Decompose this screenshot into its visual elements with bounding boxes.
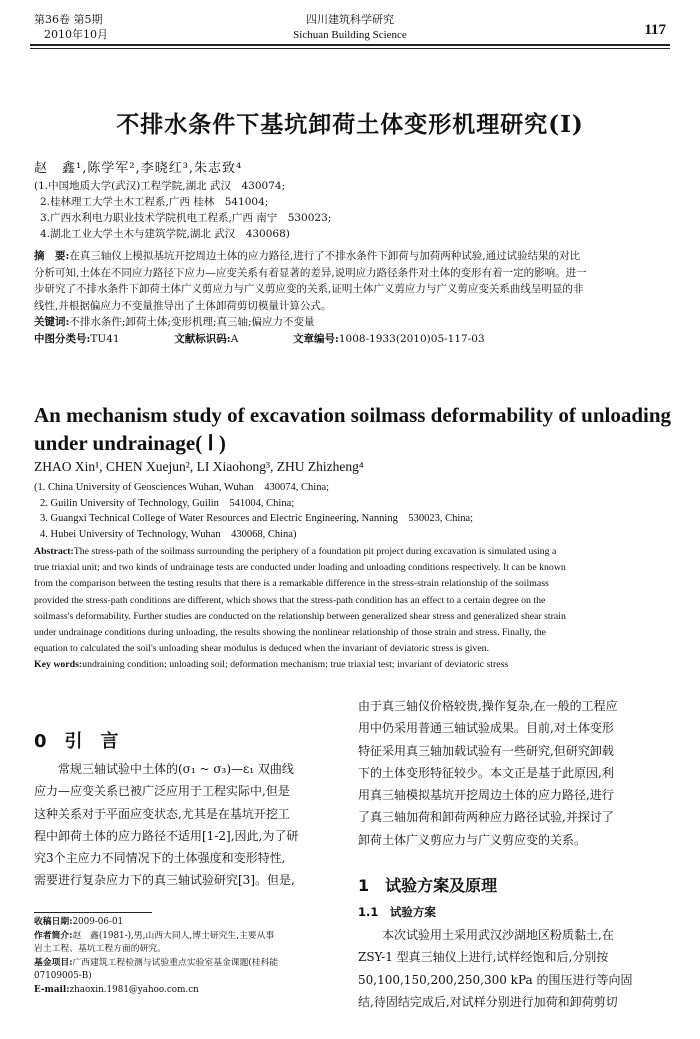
author-bio-label: 作者简介: (34, 930, 73, 941)
abstract-en-line-2: true triaxial unit; and two kinds of undrainage tests are conducted under loading and unloading conditions respectively. It can be known (34, 562, 566, 574)
email-value: zhaoxin.1981@yahoo.com.cn (69, 984, 199, 995)
title-en (34, 401, 674, 457)
doc-value: A (230, 332, 239, 345)
right-line-5: 用真三轴模拟基坑开挖周边土体的应力路径,进行 (358, 788, 614, 803)
footnotes (34, 916, 334, 998)
right-line-6: 了真三轴加荷和卸荷两种应力路径试验,并探讨了 (358, 810, 614, 825)
sub11-line-1: 本次试验用土采用武汉沙湖地区粉质黏土,在 (358, 928, 614, 942)
keywords-en-text: undraining condition; unloading soil; deformation mechanism; true triaxial test; invariant of deviatoric stress (82, 659, 509, 671)
fund-label: 基金项目: (34, 957, 73, 968)
doc-label: 文献标识码: (174, 332, 231, 345)
header-journal-cn: 四川建筑科学研究 (306, 13, 394, 26)
right-line-1: 由于真三轴仪价格较贵,操作复杂,在一般的工程应 (358, 699, 618, 713)
abstract-en-label: Abstract: (34, 546, 74, 557)
affiliation-en-4: 4. Hubei University of Technology, Wuhan 430068, China) (40, 528, 297, 540)
affiliations-cn (34, 178, 331, 242)
clc-label: 中图分类号: (34, 332, 91, 345)
author-bio-line-2: 岩土工程、基坑工程方面的研究。 (34, 944, 166, 955)
footnote-rule (34, 912, 152, 913)
keywords-cn-text: 不排水条件;卸荷土体;变形机理;真三轴;偏应力不变量 (69, 316, 315, 328)
article-value: 1008-1933(2010)05-117-03 (338, 332, 485, 345)
section-0-line-5: 究3个主应力不同情况下的土体强度和变形特性, (34, 851, 286, 866)
abstract-en (34, 544, 668, 674)
subsection-1-1-body (358, 924, 668, 1013)
abstract-en-line-7: equation to calculated the soil's unloading shear modulus is deduced when the invariant of deviatoric stress is given. (34, 643, 490, 655)
subsection-1-1-heading: 1.1 试验方案 (358, 905, 436, 919)
abstract-cn (34, 248, 668, 347)
authors-en: ZHAO Xin¹, CHEN Xuejun², LI Xiaohong³, ZHU Zhizheng⁴ (34, 459, 364, 474)
affiliation-cn-4: 4.湖北工业大学土木与建筑学院,湖北 武汉 430068) (40, 228, 290, 240)
email-label: E-mail: (34, 984, 70, 995)
header-volume: 第36卷 第5期 (34, 13, 103, 26)
abstract-cn-line-2: 分析可知,土体在不同应力路径下应力—应变关系有着显著的差异,说明应力路径条件对土体的变形有着一定的影响。进一 (34, 266, 587, 279)
keywords-en-label: Key words: (34, 659, 83, 671)
sub11-line-3: 50,100,150,200,250,300 kPa 的围压进行等向固 (358, 972, 633, 987)
abstract-en-line-4: provided the stress-path conditions are different, which shows that the stress-path condition has an effect to a certain degree on the (34, 594, 546, 606)
right-line-2: 用中仍采用普通三轴试验成果。目前,对土体变形 (358, 721, 614, 736)
sub11-line-2: ZSY-1 型真三轴仪上进行,试样经饱和后,分别按 (358, 950, 609, 965)
authors-cn: 赵 鑫¹,陈学军²,李晓红³,朱志致⁴ (34, 161, 243, 176)
right-line-3: 特征采用真三轴加载试验有一些研究,但研究卸载 (358, 743, 614, 758)
section-0-line-1: 常规三轴试验中土体的(σ₁ ~ σ₃)—ε₁ 双曲线 (34, 762, 294, 776)
section-0-line-3: 这种关系对于平面应变状态,尤其是在基坑开挖工 (34, 806, 290, 821)
abstract-cn-label: 摘 要: (34, 250, 70, 262)
affiliations-en (34, 480, 473, 542)
abstract-en-line-5: soilmass's deformability. Further studies are conducted on the relationship between generalized shear stress and generalized shear strain (34, 610, 566, 622)
section-0-line-2: 应力—应变关系已被广泛应用于工程实际中,但是 (34, 784, 290, 799)
abstract-cn-line-3: 步研究了不排水条件下卸荷土体广义剪应力与广义剪应变的关系,证明土体广义剪应力与广义剪应变关系曲线呈明显的非 (34, 283, 584, 295)
header-journal-en: Sichuan Building Science (293, 29, 407, 41)
section-0-heading: 0 引 言 (34, 731, 119, 752)
section-0-line-6: 需要进行复杂应力下的真三轴试验研究[3]。但是, (34, 873, 295, 888)
abstract-cn-line-1: 在真三轴仪上模拟基坑开挖周边土体的应力路径,进行了不排水条件下卸荷与加荷两种试验,通过试验结果的对比 (69, 250, 581, 262)
author-bio-line-1: 赵 鑫(1981-),男,山西大同人,博士研究生,主要从事 (72, 930, 275, 941)
right-line-4: 下的土体变形特征较少。本文正是基于此原因,利 (358, 765, 614, 780)
title-cn: 不排水条件下基坑卸荷土体变形机理研究(Ⅰ) (116, 111, 584, 138)
keywords-cn-label: 关键词: (34, 316, 70, 328)
header-rule-top (30, 44, 670, 46)
received-label: 收稿日期: (34, 917, 73, 927)
abstract-en-line-1: The stress-path of the soilmass surrounding the periphery of a foundation pit project during excavation is simulated using a (73, 546, 557, 557)
classification-line (34, 331, 668, 348)
article-label: 文章编号: (292, 332, 339, 345)
fund-line-1: 广西建筑工程检测与试验重点实验室基金课题(桂科能 (72, 957, 279, 968)
header-date: 2010年10月 (44, 28, 108, 41)
title-en-line-2: under undrainage( Ⅰ ) (34, 431, 226, 455)
received-value: 2009-06-01 (72, 917, 124, 927)
affiliation-en-2: 2. Guilin University of Technology, Guilin 541004, China; (40, 497, 295, 509)
title-en-line-1: An mechanism study of excavation soilmass deformability of unloading (34, 403, 672, 427)
affiliation-cn-2: 2.桂林理工大学土木工程系,广西 桂林 541004; (40, 196, 269, 208)
affiliation-en-1: (1. China University of Geosciences Wuhan, Wuhan 430074, China; (34, 482, 330, 493)
right-col-intro (358, 695, 668, 851)
affiliation-cn-1: (1.中国地质大学(武汉)工程学院,湖北 武汉 430074; (34, 180, 286, 192)
section-0-body (34, 758, 334, 892)
fund-line-2: 07109005-B) (34, 971, 92, 982)
clc-value: TU41 (90, 332, 120, 345)
page-number: 117 (644, 22, 666, 38)
sub11-line-4: 结,待固结完成后,对试样分别进行加荷和卸荷剪切 (358, 994, 618, 1009)
abstract-en-line-6: under undrainage conditions during unloading, the results showing the nonlinear relationship of those strain and stress. Finally, the (34, 627, 546, 639)
right-line-7: 卸荷土体广义剪应力与广义剪应变的关系。 (358, 832, 587, 847)
section-0-line-4: 程中卸荷土体的应力路径不适用[1-2],因此,为了研 (34, 828, 299, 843)
abstract-cn-line-4: 线性,并根据偏应力不变量推导出了土体卸荷剪切模量计算公式。 (34, 299, 332, 312)
header-rule-bottom (30, 48, 670, 49)
affiliation-cn-3: 3.广西水利电力职业技术学院机电工程系,广西 南宁 530023; (40, 212, 332, 224)
section-1-heading: 1 试验方案及原理 (358, 876, 498, 895)
abstract-en-line-3: from the comparison between the testing results that there is a remarkable difference in the stress-strain relationship of the soilmass (34, 578, 549, 590)
affiliation-en-3: 3. Guangxi Technical College of Water Resources and Electric Engineering, Nanning 530023, China; (40, 513, 474, 525)
